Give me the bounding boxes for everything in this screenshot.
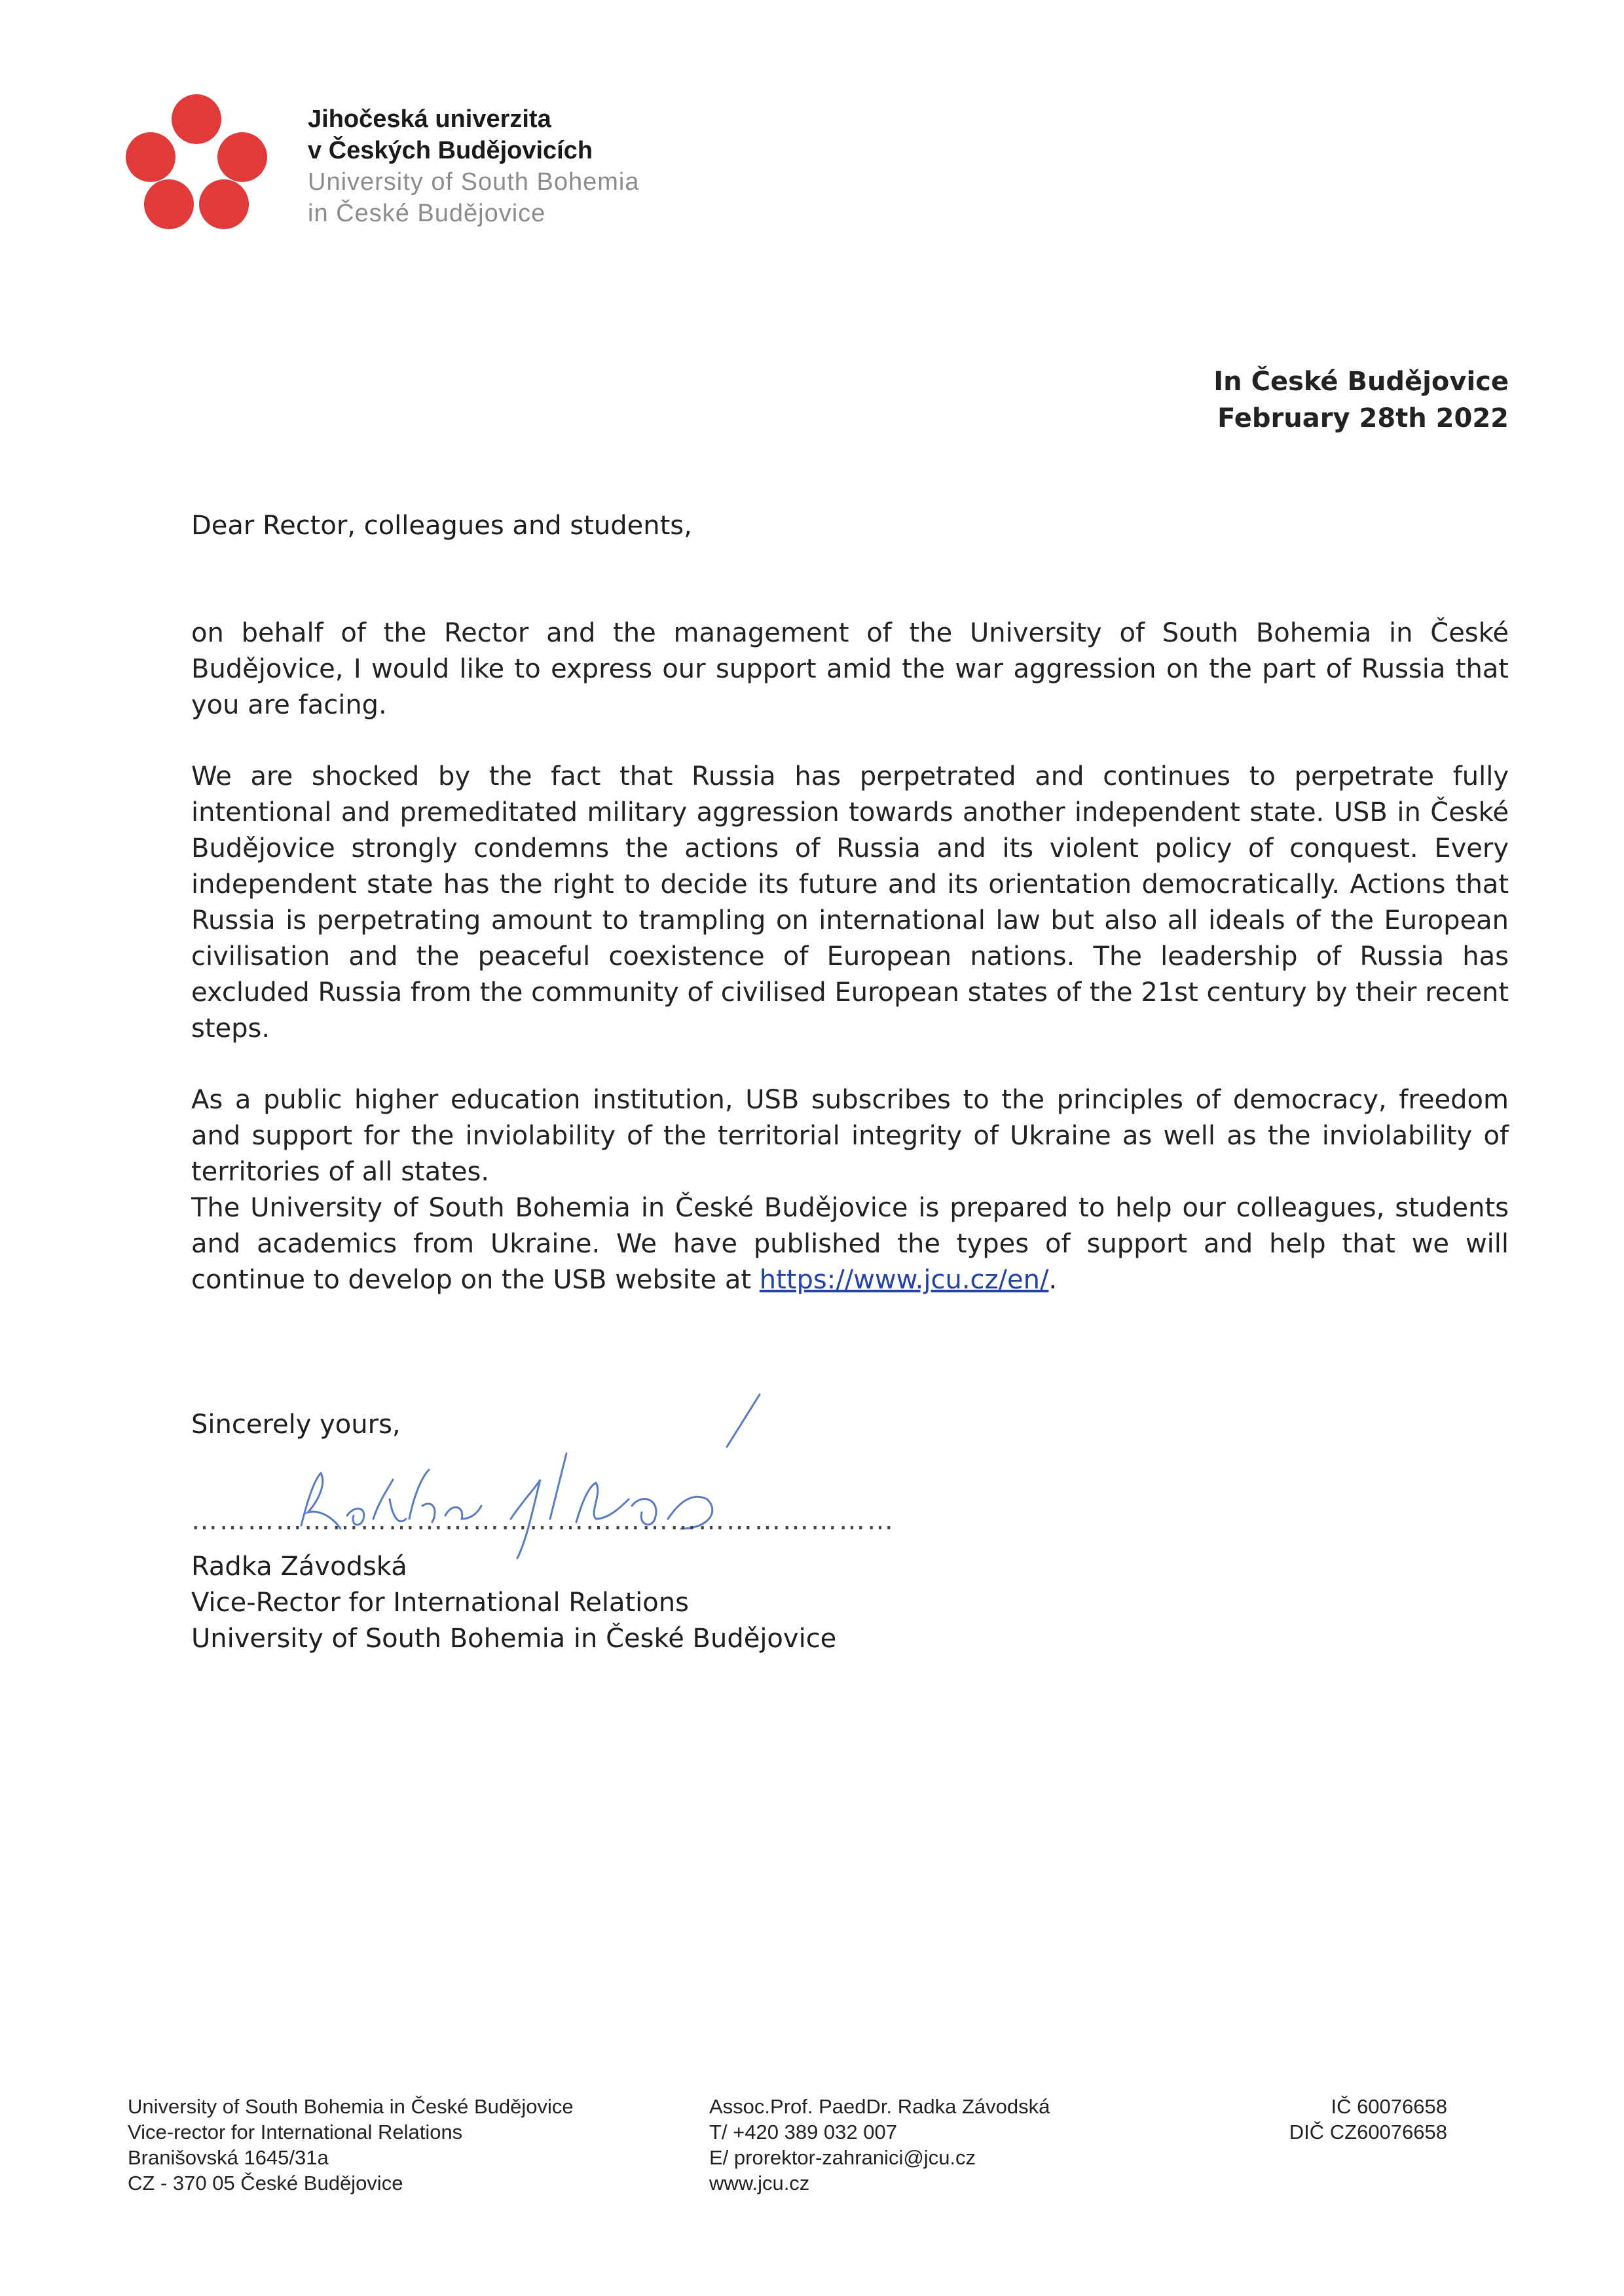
paragraph-4-text: The University of South Bohemia in České Budějovice is prepared to help our colleagues, students and academics from Ukraine. We have published the types of support and help that we will continue to develop on the USB website at: [191, 1193, 1509, 1295]
letter-body: [191, 615, 1509, 1334]
university-name-en-line2: in České Budějovice: [308, 200, 546, 227]
paragraph-4: [191, 1190, 1509, 1298]
salutation: Dear Rector, colleagues and students,: [191, 511, 692, 541]
sign-off: Sincerely yours,: [191, 1410, 401, 1440]
paragraph-2: We are shocked by the fact that Russia has perpetrated and continues to perpetrate fully intentional and premeditated military aggression towards another independent state. USB in České Budějovice strongly condemns the actions of Russia and its violent policy of conquest. Every independent state has the right to decide its future and its orientation democratically. Actions that Russia is perpetrating amount to trampling on international law but also all ideals of the European civilisation and the peaceful coexistence of European nations. The leadership of Russia has excluded Russia from the community of civilised European states of the 21st century by their recent steps.: [191, 761, 1509, 1044]
handwritten-signature: [275, 1388, 799, 1571]
university-name-en-line1: University of South Bohemia: [308, 168, 640, 196]
signer-title: Vice-Rector for International Relations: [191, 1588, 689, 1618]
footer-address-line: CZ - 370 05 České Budějovice: [128, 2172, 403, 2195]
footer-address-line: Branišovská 1645/31a: [128, 2146, 329, 2169]
footer-contact-line: E/ prorektor-zahranici@jcu.cz: [709, 2146, 976, 2169]
footer-contact: [709, 2094, 1050, 2196]
university-name-cz-line1: Jihočeská univerzita: [308, 105, 551, 133]
footer-contact-line: Assoc.Prof. PaedDr. Radka Závodská: [709, 2095, 1050, 2118]
signer-name: Radka Závodská: [191, 1552, 407, 1582]
signer-institution: University of South Bohemia in České Budějovice: [191, 1624, 837, 1654]
paragraph-3: As a public higher education institution, USB subscribes to the principles of democracy, freedom and support for the inviolability of the territorial integrity of Ukraine as well as the inviolability of territories of all states.: [191, 1085, 1509, 1187]
footer-contact-line: www.jcu.cz: [709, 2172, 810, 2195]
university-name-cz-line2: v Českých Budějovicích: [308, 137, 593, 164]
footer-address: [128, 2094, 574, 2196]
footer-contact-line: T/ +420 389 032 007: [709, 2121, 897, 2143]
usb-website-link[interactable]: https://www.jcu.cz/en/: [759, 1265, 1049, 1295]
signer-block: [191, 1549, 836, 1657]
footer-address-line: Vice-rector for International Relations: [128, 2121, 463, 2143]
paragraph-4-end: .: [1048, 1265, 1058, 1295]
paragraph-1: on behalf of the Rector and the management of the University of South Bohemia in České Budějovice, I would like to express our support amid the war aggression on the part of Russia that you are facing.: [191, 618, 1509, 720]
footer-address-line: University of South Bohemia in České Budějovice: [128, 2095, 574, 2118]
date: February 28th 2022: [1217, 403, 1509, 433]
place: In České Budějovice: [1213, 367, 1509, 397]
footer-id-line: IČ 60076658: [1331, 2095, 1447, 2118]
university-logo-icon: [124, 92, 275, 242]
place-and-date: [1213, 363, 1509, 437]
footer-id-line: DIČ CZ60076658: [1289, 2121, 1447, 2143]
signature-line: …………………………………………………………………: [191, 1506, 895, 1536]
footer-ids: [1289, 2094, 1447, 2145]
university-name: [308, 103, 639, 229]
